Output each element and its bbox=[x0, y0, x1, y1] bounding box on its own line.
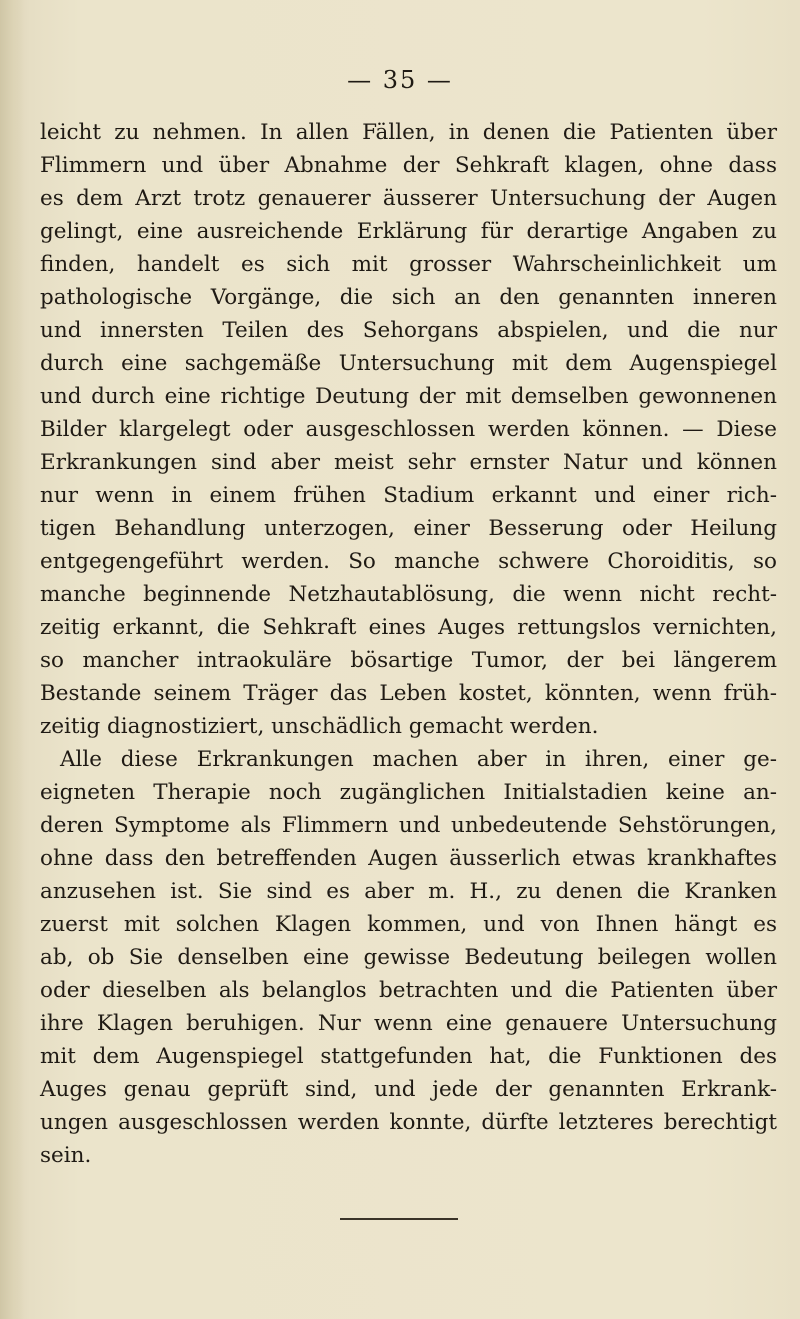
body-text bbox=[40, 116, 777, 1172]
text-line: entgegengeführt werden. So manche schwere Choroiditis, so bbox=[40, 549, 777, 574]
text-line: Flimmern und über Abnahme der Sehkraft klagen, ohne dass bbox=[40, 153, 777, 178]
text-line: zuerst mit solchen Klagen kommen, und von Ihnen hängt es bbox=[40, 912, 777, 937]
text-line: ungen ausgeschlossen werden konnte, dürfte letzteres berechtigt bbox=[40, 1110, 777, 1135]
text-line: deren Symptome als Flimmern und unbedeutende Sehstörungen, bbox=[40, 813, 777, 838]
text-line: Bilder klargelegt oder ausgeschlossen werden können. — Diese bbox=[40, 417, 777, 442]
text-line: so mancher intraokuläre bösartige Tumor, der bei längerem bbox=[40, 648, 777, 673]
text-line: mit dem Augenspiegel stattgefunden hat, die Funktionen des bbox=[40, 1044, 777, 1069]
text-line: manche beginnende Netzhautablösung, die wenn nicht recht- bbox=[40, 582, 777, 607]
paragraph-end-line: sein. bbox=[40, 1143, 92, 1168]
paragraph-start-line: Alle diese Erkrankungen machen aber in ihren, einer ge- bbox=[60, 747, 777, 772]
section-divider bbox=[340, 1218, 458, 1220]
text-line: gelingt, eine ausreichende Erklärung für derartige Angaben zu bbox=[40, 219, 777, 244]
text-line: Erkrankungen sind aber meist sehr ernster Natur und können bbox=[40, 450, 777, 475]
text-line: und durch eine richtige Deutung der mit demselben gewonnenen bbox=[40, 384, 777, 409]
text-line: ohne dass den betreffenden Augen äusserlich etwas krankhaftes bbox=[40, 846, 777, 871]
text-line: Auges genau geprüft sind, und jede der genannten Erkrank- bbox=[40, 1077, 777, 1102]
text-line: zeitig erkannt, die Sehkraft eines Auges rettungslos vernichten, bbox=[40, 615, 777, 640]
page-number: — 35 — bbox=[347, 66, 453, 94]
text-line: finden, handelt es sich mit grosser Wahrscheinlichkeit um bbox=[40, 252, 777, 277]
text-line: nur wenn in einem frühen Stadium erkannt und einer rich- bbox=[40, 483, 777, 508]
text-line: ihre Klagen beruhigen. Nur wenn eine genauere Untersuchung bbox=[40, 1011, 777, 1036]
text-line: es dem Arzt trotz genauerer äusserer Untersuchung der Augen bbox=[40, 186, 777, 211]
text-line: tigen Behandlung unterzogen, einer Besserung oder Heilung bbox=[40, 516, 777, 541]
text-line: und innersten Teilen des Sehorgans abspielen, und die nur bbox=[40, 318, 777, 343]
paragraph-end-line: zeitig diagnostiziert, unschädlich gemacht werden. bbox=[40, 714, 599, 739]
text-line: eigneten Therapie noch zugänglichen Initialstadien keine an- bbox=[40, 780, 777, 805]
text-line: leicht zu nehmen. In allen Fällen, in denen die Patienten über bbox=[40, 120, 777, 145]
text-line: anzusehen ist. Sie sind es aber m. H., zu denen die Kranken bbox=[40, 879, 777, 904]
text-line: ab, ob Sie denselben eine gewisse Bedeutung beilegen wollen bbox=[40, 945, 777, 970]
page-gutter-shadow bbox=[0, 0, 24, 1319]
text-line: durch eine sachgemäße Untersuchung mit dem Augenspiegel bbox=[40, 351, 777, 376]
text-line: Bestande seinem Träger das Leben kostet, könnten, wenn früh- bbox=[40, 681, 777, 706]
text-line: pathologische Vorgänge, die sich an den genannten inneren bbox=[40, 285, 777, 310]
text-line: oder dieselben als belanglos betrachten und die Patienten über bbox=[40, 978, 777, 1003]
